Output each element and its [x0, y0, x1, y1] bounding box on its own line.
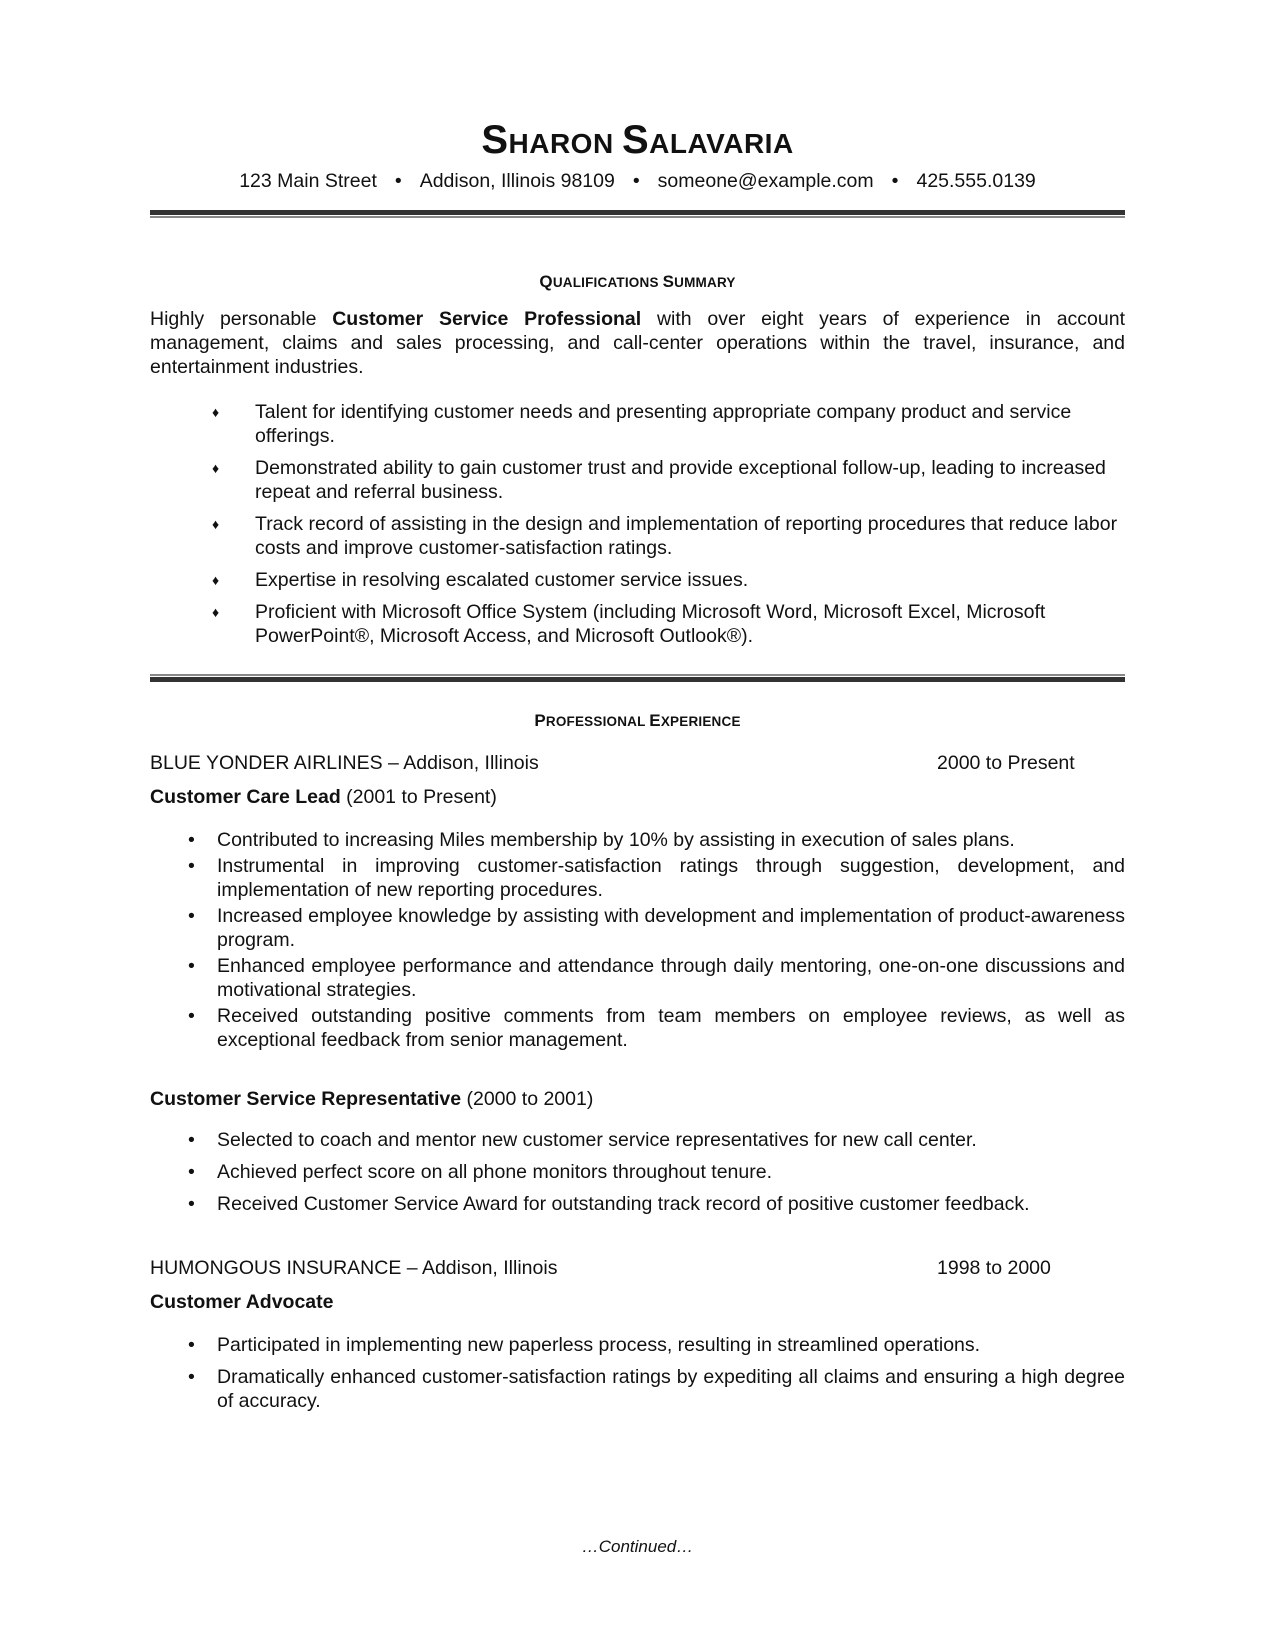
section-divider [150, 674, 1125, 682]
qualifications-heading [150, 272, 1125, 292]
contact-line [150, 170, 1125, 193]
job-dates: 2000 to Present [937, 752, 1075, 774]
list-item [150, 828, 1125, 852]
diamond-bullet-icon: ♦ [212, 604, 220, 620]
bullet-icon: • [188, 905, 195, 927]
role-period: (2000 to 2001) [461, 1088, 594, 1110]
role-bullets [150, 1333, 1125, 1421]
experience-heading [150, 711, 1125, 731]
list-item [150, 1333, 1125, 1357]
list-item-text: Increased employee knowledge by assisting with development and implementation of product-awareness program. [217, 905, 1125, 951]
list-item-text: Received outstanding positive comments from team members on employee reviews, as well as exceptional feedback from senior management. [217, 1005, 1125, 1051]
list-item-text: Instrumental in improving customer-satisfaction ratings through suggestion, development, and implementation of new reporting procedures. [217, 855, 1125, 901]
name-initial: S [621, 118, 650, 162]
list-item-text: Participated in implementing new paperless process, resulting in streamlined operations. [217, 1334, 981, 1356]
bullet-separator-icon: • [632, 170, 640, 192]
heading-text: UMMARY [674, 275, 736, 290]
heading-text: ROFESSIONAL [545, 714, 650, 729]
job-company-line [150, 1257, 1125, 1280]
summary-text: Highly personable [150, 308, 333, 330]
list-item-text: Selected to coach and mentor new customer service representatives for new call center. [217, 1129, 977, 1151]
company-name: HUMONGOUS INSURANCE – Addison, Illinois [150, 1257, 558, 1279]
qualifications-summary [150, 307, 1125, 379]
resume-name [150, 118, 1125, 163]
bullet-icon: • [188, 1193, 195, 1215]
name-initial: S [481, 118, 509, 162]
contact-phone: 425.555.0139 [916, 170, 1036, 192]
list-item [150, 600, 1125, 648]
heading-initial: Q [539, 272, 553, 291]
heading-initial: E [649, 711, 661, 730]
list-item [150, 1365, 1125, 1413]
header-divider [150, 210, 1125, 218]
list-item [150, 456, 1125, 504]
company-name: BLUE YONDER AIRLINES – Addison, Illinois [150, 752, 539, 774]
summary-text: with over eight years of experience in account management, claims and sales processing, and call-center operations within the travel, insurance, and entertainment industries. [150, 308, 1125, 378]
job-company-line [150, 752, 1125, 775]
list-item-text: Proficient with Microsoft Office System (including Microsoft Word, Microsoft Excel, Microsoft PowerPoint®, Microsoft Access, and Microsoft Outlook®). [255, 601, 1046, 647]
bullet-icon: • [188, 855, 195, 877]
summary-emphasis: Customer Service Professional [332, 308, 642, 330]
list-item-text: Expertise in resolving escalated customer service issues. [255, 569, 749, 591]
role-period: (2001 to Present) [340, 786, 497, 808]
diamond-bullet-icon: ♦ [212, 404, 220, 420]
list-item [150, 400, 1125, 448]
heading-text: UALIFICATIONS [552, 275, 663, 290]
list-item [150, 1004, 1125, 1052]
role-title: Customer Service Representative [150, 1088, 462, 1110]
diamond-bullet-icon: ♦ [212, 460, 220, 476]
list-item-text: Track record of assisting in the design and implementation of reporting procedures that reduce labor costs and improve customer-satisfaction ratings. [255, 513, 1118, 559]
list-item [150, 904, 1125, 952]
bullet-icon: • [188, 1005, 195, 1027]
list-item-text: Demonstrated ability to gain customer trust and provide exceptional follow-up, leading to increased repeat and referral business. [255, 457, 1106, 503]
job-role [150, 1291, 334, 1314]
bullet-icon: • [188, 829, 195, 851]
job-role [150, 1088, 593, 1111]
role-title: Customer Care Lead [150, 786, 341, 808]
continued-footer: …Continued… [581, 1537, 694, 1556]
contact-address: 123 Main Street [239, 170, 377, 192]
list-item-text: Contributed to increasing Miles membership by 10% by assisting in execution of sales plans. [217, 829, 1015, 851]
heading-text: XPERIENCE [660, 714, 741, 729]
list-item [150, 1160, 1125, 1184]
list-item-text: Achieved perfect score on all phone monitors throughout tenure. [217, 1161, 773, 1183]
list-item-text: Received Customer Service Award for outstanding track record of positive customer feedback. [217, 1193, 1030, 1215]
contact-email[interactable]: someone@example.com [657, 170, 874, 192]
name-last: ALAVARIA [649, 128, 794, 159]
role-bullets [150, 1128, 1125, 1224]
bullet-icon: • [188, 955, 195, 977]
name-first: HARON [508, 128, 614, 159]
role-title: Customer Advocate [150, 1291, 334, 1313]
list-item [150, 1192, 1125, 1216]
role-bullets [150, 828, 1125, 1054]
heading-initial: S [662, 272, 675, 291]
job-dates: 1998 to 2000 [937, 1257, 1051, 1279]
list-item [150, 954, 1125, 1002]
bullet-separator-icon: • [891, 170, 899, 192]
list-item [150, 1128, 1125, 1152]
job-role [150, 786, 497, 809]
list-item-text: Dramatically enhanced customer-satisfaction ratings by expediting all claims and ensuring a high degree of accuracy. [217, 1366, 1125, 1412]
diamond-bullet-icon: ♦ [212, 516, 220, 532]
bullet-icon: • [188, 1366, 195, 1388]
list-item [150, 512, 1125, 560]
list-item [150, 854, 1125, 902]
bullet-icon: • [188, 1161, 195, 1183]
contact-city: Addison, Illinois 98109 [419, 170, 615, 192]
diamond-bullet-icon: ♦ [212, 572, 220, 588]
heading-initial: P [534, 711, 546, 730]
list-item-text: Talent for identifying customer needs and presenting appropriate company product and service offerings. [255, 401, 1072, 447]
bullet-icon: • [188, 1334, 195, 1356]
list-item-text: Enhanced employee performance and attendance through daily mentoring, one-on-one discussions and motivational strategies. [217, 955, 1125, 1001]
bullet-separator-icon: • [394, 170, 402, 192]
qualifications-list [150, 400, 1125, 656]
bullet-icon: • [188, 1129, 195, 1151]
list-item [150, 568, 1125, 592]
